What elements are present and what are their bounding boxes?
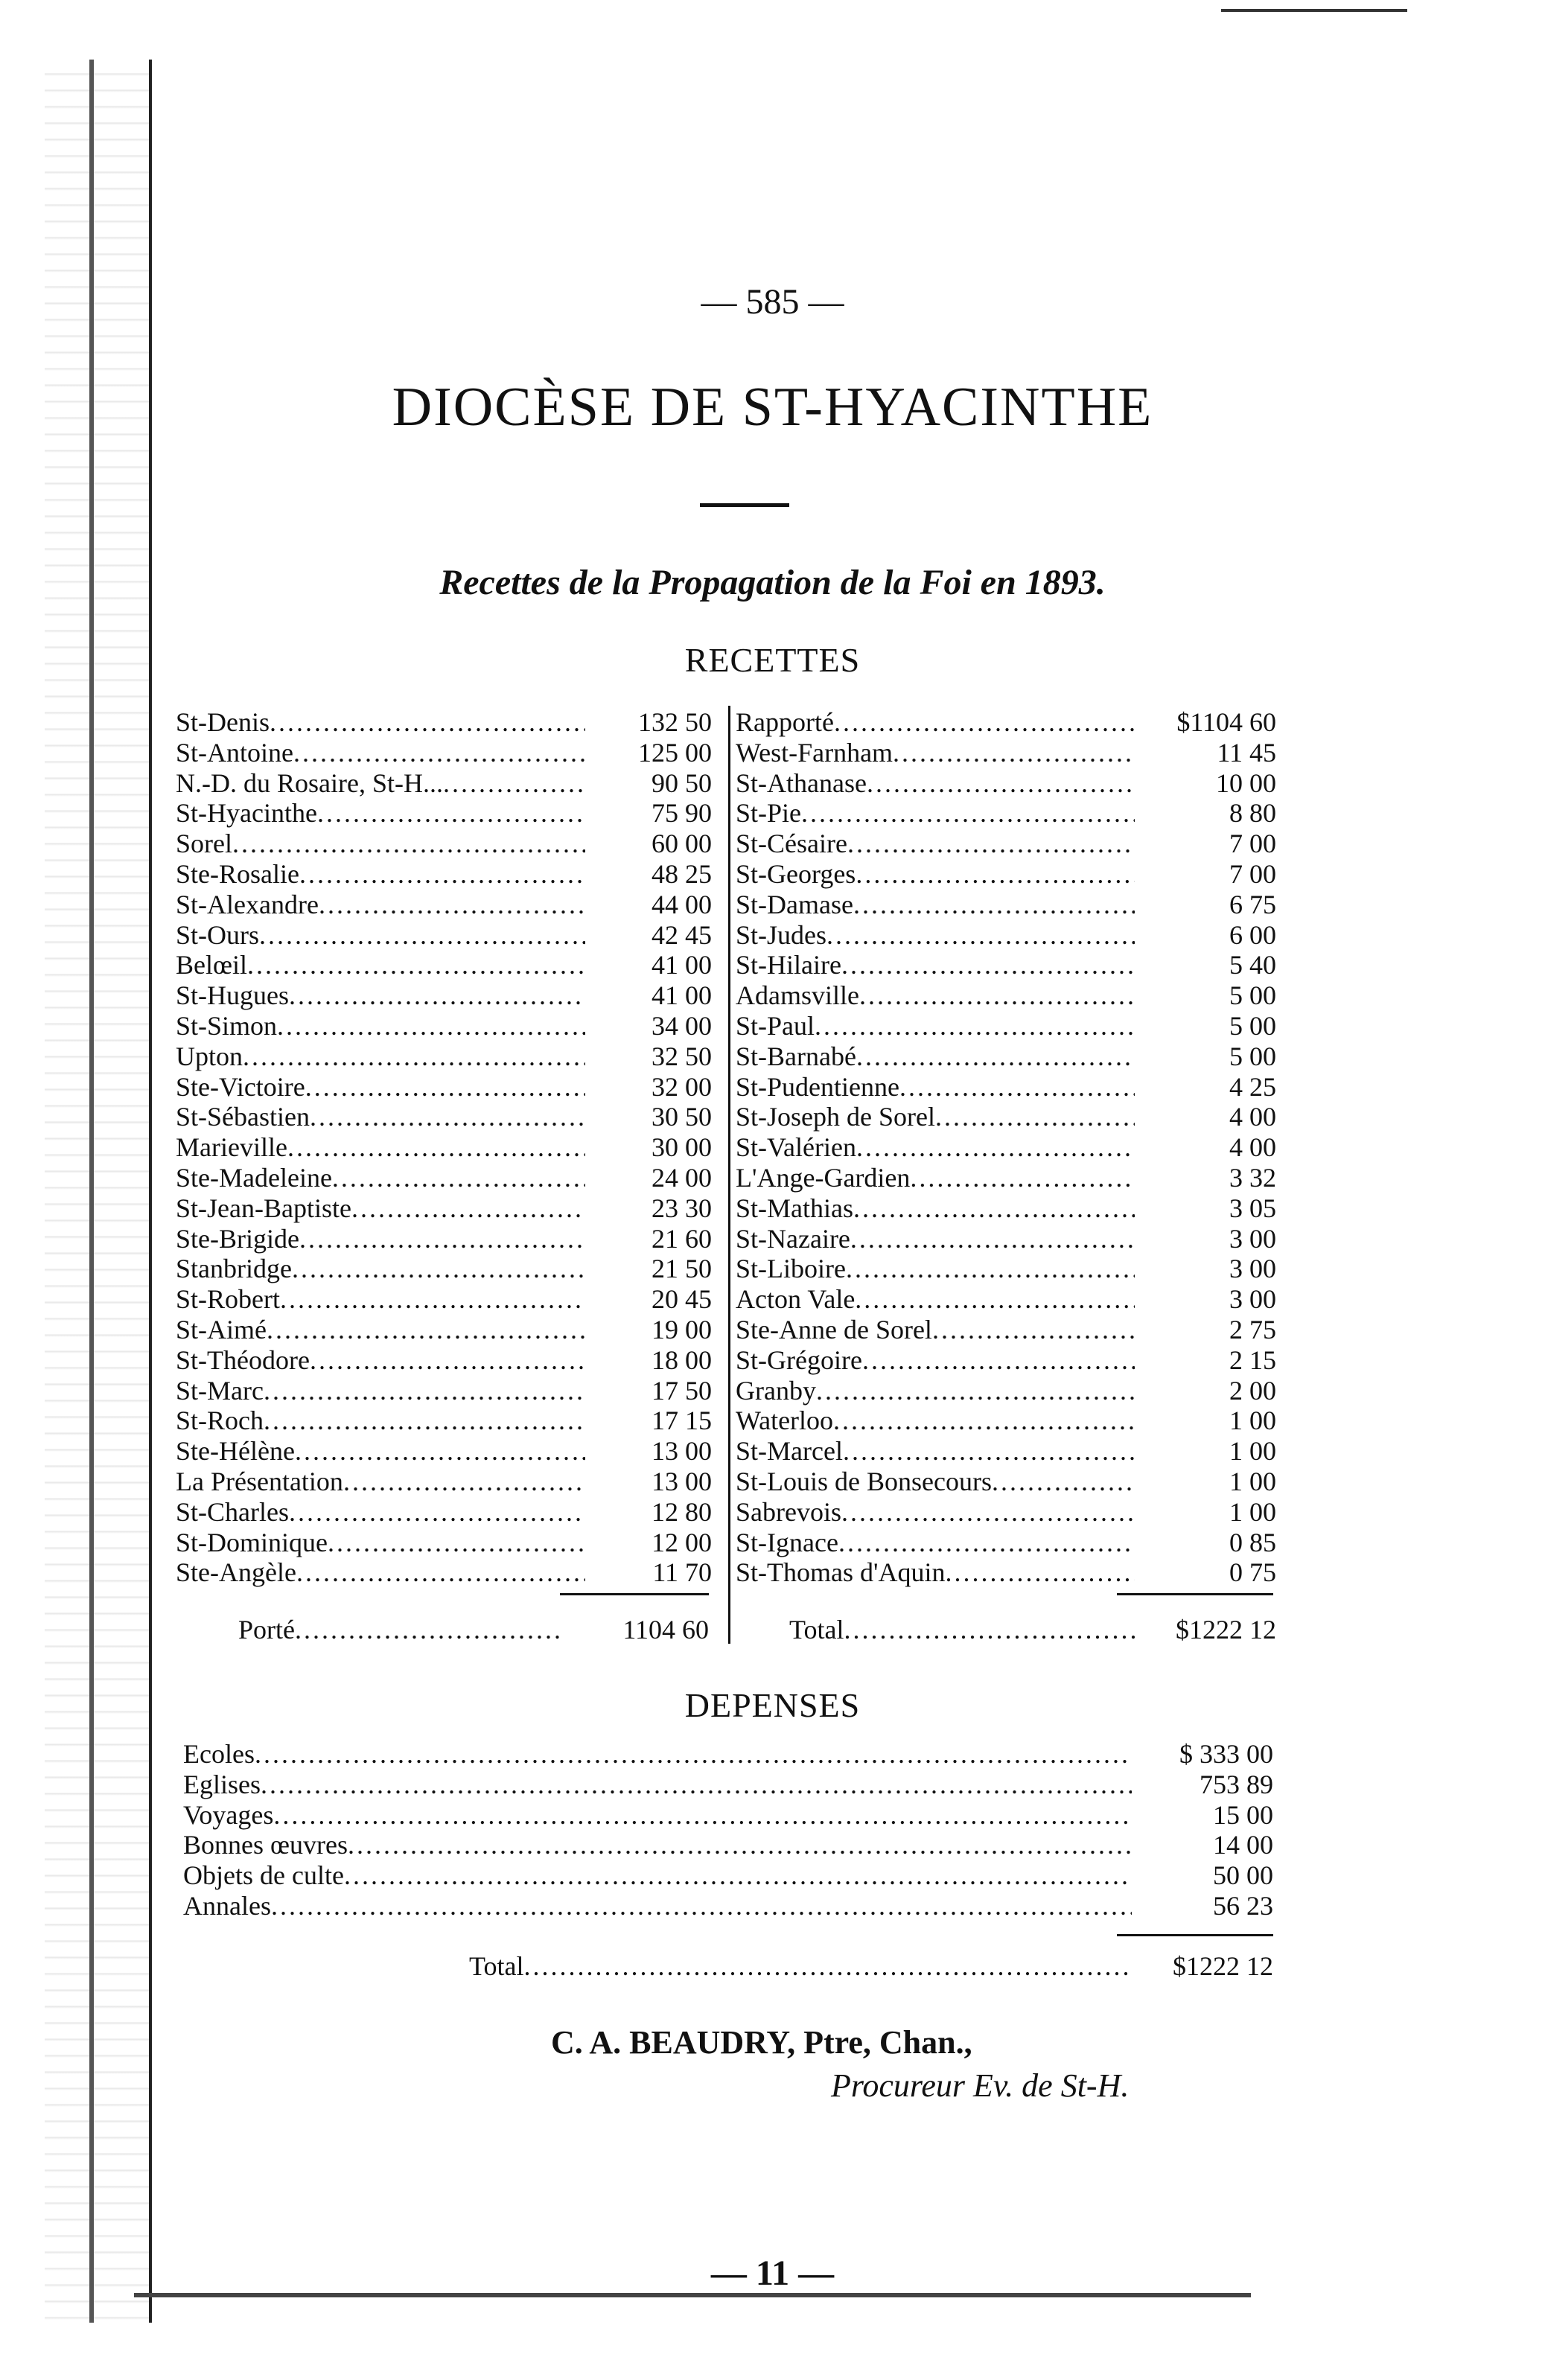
- title-rule: [700, 503, 789, 507]
- amount: 75 90: [652, 798, 712, 829]
- depenses-total-amount: $1222 12: [1173, 1951, 1273, 1981]
- amount: 6 00: [1229, 919, 1276, 950]
- parish-name: St-Georges: [736, 858, 856, 889]
- parish-name: Rapporté: [736, 707, 834, 737]
- parish-name: St-Ours: [176, 919, 260, 950]
- leader-dots: [838, 1528, 1135, 1558]
- ledger-row: [176, 1011, 712, 1041]
- amount: 125 00: [638, 737, 712, 768]
- amount: 2 75: [1229, 1314, 1276, 1344]
- parish-name: Adamsville: [736, 980, 859, 1011]
- parish-name: St-Roch: [176, 1406, 264, 1436]
- leader-dots: [344, 1860, 1132, 1891]
- ledger-row: [183, 1891, 1273, 1921]
- ledger-row: [176, 1345, 712, 1376]
- amount: 19 00: [652, 1314, 712, 1344]
- parish-name: Ste-Hélène: [176, 1436, 295, 1467]
- leader-dots: [310, 1102, 585, 1132]
- ledger-row: [736, 1254, 1276, 1284]
- ledger-row: [736, 1345, 1276, 1376]
- leader-dots: [945, 1557, 1135, 1588]
- amount: 41 00: [652, 980, 712, 1011]
- leader-dots: [310, 1345, 585, 1376]
- parish-name: Ste-Anne de Sorel: [736, 1314, 932, 1344]
- leader-dots: [299, 859, 585, 890]
- ledger-row: [176, 1376, 712, 1406]
- amount: 11 45: [1217, 737, 1276, 768]
- ledger-row: [736, 859, 1276, 890]
- leader-dots: [523, 1950, 1132, 1982]
- leader-dots: [317, 798, 585, 829]
- leader-dots: [856, 1132, 1135, 1163]
- parish-name: St-Marc: [176, 1375, 264, 1406]
- ledger-row: [183, 1800, 1273, 1831]
- amount: 5 00: [1229, 980, 1276, 1011]
- parish-name: St-Barnabé: [736, 1041, 856, 1071]
- porte-rule: [560, 1593, 709, 1595]
- amount: 60 00: [652, 829, 712, 859]
- amount: 7 00: [1229, 829, 1276, 859]
- parish-name: Granby: [736, 1375, 816, 1406]
- parish-name: Belœil: [176, 950, 247, 980]
- parish-name: Sabrevois: [736, 1496, 841, 1527]
- amount: 48 25: [652, 858, 712, 889]
- parish-name: St-Judes: [736, 919, 827, 950]
- parish-name: L'Ange-Gardien: [736, 1162, 911, 1193]
- amount: 15 00: [1213, 1799, 1273, 1830]
- leader-dots: [834, 707, 1135, 738]
- recettes-heading: RECETTES: [684, 641, 861, 679]
- ledger-row: [736, 1284, 1276, 1315]
- amount: 2 15: [1229, 1344, 1276, 1375]
- parish-name: Ste-Angèle: [176, 1557, 296, 1588]
- leader-dots: [295, 1614, 560, 1645]
- amount: 5 40: [1229, 950, 1276, 980]
- ledger-row: [736, 707, 1276, 738]
- leader-dots: [232, 829, 585, 859]
- leader-dots: [443, 768, 585, 799]
- parish-name: N.-D. du Rosaire, St-H...: [176, 768, 443, 798]
- amount: 23 30: [652, 1193, 712, 1223]
- ledger-row: [176, 1163, 712, 1193]
- parish-name: St-Marcel: [736, 1436, 843, 1467]
- leader-dots: [899, 1072, 1135, 1103]
- amount: 753 89: [1200, 1769, 1273, 1799]
- parish-name: St-Alexandre: [176, 889, 319, 919]
- leader-dots: [259, 920, 585, 951]
- amount: 32 50: [652, 1041, 712, 1071]
- column-divider: [728, 706, 730, 1644]
- parish-name: Annales: [183, 1890, 271, 1921]
- ledger-row: [176, 1224, 712, 1254]
- ledger-row: [176, 1193, 712, 1224]
- ledger-row: [176, 1254, 712, 1284]
- ledger-row: [736, 950, 1276, 980]
- amount: $ 333 00: [1179, 1739, 1273, 1769]
- amount: 13 00: [652, 1436, 712, 1467]
- parish-name: Ste-Victoire: [176, 1071, 305, 1102]
- amount: 20 45: [652, 1284, 712, 1315]
- amount: 12 80: [652, 1496, 712, 1527]
- parish-name: St-Théodore: [176, 1344, 310, 1375]
- ledger-row: [736, 1557, 1276, 1588]
- leader-dots: [935, 1102, 1135, 1132]
- amount: 1 00: [1229, 1466, 1276, 1496]
- amount: 10 00: [1216, 768, 1276, 798]
- recettes-total-row: [789, 1614, 1276, 1645]
- ledger-row: [183, 1830, 1273, 1860]
- leader-dots: [351, 1193, 585, 1224]
- ledger-row: [176, 829, 712, 859]
- amount: 4 25: [1229, 1071, 1276, 1102]
- ledger-row: [736, 980, 1276, 1011]
- leader-dots: [295, 1436, 585, 1467]
- amount: 1 00: [1229, 1496, 1276, 1527]
- ledger-row: [183, 1739, 1273, 1770]
- amount: 3 32: [1229, 1162, 1276, 1193]
- parish-name: St-Hyacinthe: [176, 798, 317, 829]
- parish-name: St-Césaire: [736, 829, 847, 859]
- parish-name: St-Valérien: [736, 1132, 856, 1163]
- parish-name: St-Hugues: [176, 980, 289, 1011]
- leader-dots: [267, 1315, 585, 1345]
- leader-dots: [853, 890, 1135, 920]
- parish-name: Bonnes œuvres: [183, 1830, 348, 1860]
- leader-dots: [289, 980, 585, 1011]
- parish-name: Sorel: [176, 829, 232, 859]
- amount: $1104 60: [1176, 707, 1276, 737]
- leader-dots: [855, 1284, 1135, 1315]
- leader-dots: [243, 1041, 585, 1072]
- ledger-row: [176, 950, 712, 980]
- ledger-row: [736, 1406, 1276, 1436]
- depenses-total-rule: [1117, 1934, 1273, 1936]
- top-rule: [1221, 9, 1407, 12]
- ledger-row: [736, 1163, 1276, 1193]
- ledger-row: [176, 1497, 712, 1528]
- leader-dots: [992, 1467, 1135, 1497]
- amount: 2 00: [1229, 1375, 1276, 1406]
- depenses-list: [183, 1739, 1273, 1921]
- leader-dots: [893, 738, 1135, 768]
- signature-title: Procureur Ev. de St-H.: [831, 2067, 1130, 2104]
- total-rule: [1117, 1593, 1273, 1595]
- parish-name: St-Charles: [176, 1496, 289, 1527]
- ledger-row: [176, 1467, 712, 1497]
- leader-dots: [247, 950, 585, 980]
- parish-name: La Présentation: [176, 1466, 343, 1496]
- leader-dots: [292, 1254, 585, 1284]
- ledger-row: [176, 707, 712, 738]
- leader-dots: [299, 1224, 585, 1254]
- leader-dots: [844, 1614, 1135, 1645]
- leader-dots: [846, 1254, 1135, 1284]
- leader-dots: [932, 1315, 1135, 1345]
- leader-dots: [856, 859, 1135, 890]
- amount: 17 50: [652, 1375, 712, 1406]
- amount: 0 75: [1229, 1557, 1276, 1588]
- leader-dots: [843, 1436, 1135, 1467]
- amount: 41 00: [652, 950, 712, 980]
- ledger-row: [176, 920, 712, 951]
- leader-dots: [847, 829, 1135, 859]
- amount: 30 50: [652, 1102, 712, 1132]
- parish-name: St-Aimé: [176, 1314, 267, 1344]
- parish-name: St-Ignace: [736, 1527, 838, 1557]
- leader-dots: [261, 1770, 1132, 1800]
- parish-name: West-Farnham: [736, 737, 893, 768]
- leader-dots: [862, 1345, 1135, 1376]
- parish-name: Eglises: [183, 1769, 261, 1799]
- leader-dots: [296, 1557, 585, 1588]
- ledger-row: [176, 890, 712, 920]
- ledger-row: [736, 1224, 1276, 1254]
- parish-name: St-Jean-Baptiste: [176, 1193, 351, 1223]
- parish-name: Ste-Brigide: [176, 1223, 299, 1254]
- amount: 4 00: [1229, 1132, 1276, 1163]
- ledger-row: [736, 1193, 1276, 1224]
- parish-name: Acton Vale: [736, 1284, 856, 1315]
- amount: 5 00: [1229, 1041, 1276, 1071]
- ledger-row: [736, 1072, 1276, 1103]
- parish-name: Waterloo: [736, 1406, 834, 1436]
- signature-name: C. A. BEAUDRY, Ptre, Chan.,: [551, 2024, 972, 2061]
- leader-dots: [856, 1041, 1135, 1072]
- parish-name: St-Joseph de Sorel: [736, 1102, 935, 1132]
- parish-name: St-Pie: [736, 798, 802, 829]
- ledger-row: [176, 1406, 712, 1436]
- leader-dots: [271, 1891, 1132, 1921]
- ledger-row: [176, 1528, 712, 1558]
- ledger-row: [176, 1315, 712, 1345]
- parish-name: Ste-Rosalie: [176, 858, 299, 889]
- recettes-left-column: [176, 707, 712, 1588]
- parish-name: Marieville: [176, 1132, 287, 1163]
- parish-name: St-Hilaire: [736, 950, 841, 980]
- parish-name: St-Mathias: [736, 1193, 853, 1223]
- leader-dots: [859, 980, 1135, 1011]
- amount: 44 00: [652, 889, 712, 919]
- amount: 30 00: [652, 1132, 712, 1163]
- ledger-row: [736, 738, 1276, 768]
- leader-dots: [815, 1011, 1135, 1041]
- ledger-row: [736, 1528, 1276, 1558]
- parish-name: St-Robert: [176, 1284, 280, 1315]
- amount: 56 23: [1213, 1890, 1273, 1921]
- leader-dots: [305, 1072, 585, 1103]
- ledger-row: [176, 768, 712, 799]
- amount: 5 00: [1229, 1010, 1276, 1041]
- parish-name: St-Paul: [736, 1010, 815, 1041]
- parish-name: Voyages: [183, 1799, 274, 1830]
- leader-dots: [850, 1224, 1135, 1254]
- amount: 90 50: [652, 768, 712, 798]
- amount: 17 15: [652, 1406, 712, 1436]
- amount: 14 00: [1213, 1830, 1273, 1860]
- leader-dots: [343, 1467, 585, 1497]
- amount: 3 05: [1229, 1193, 1276, 1223]
- leader-dots: [255, 1739, 1132, 1770]
- ledger-row: [736, 1467, 1276, 1497]
- leader-dots: [293, 738, 585, 768]
- amount: 21 60: [652, 1223, 712, 1254]
- parish-name: St-Simon: [176, 1010, 278, 1041]
- leader-dots: [826, 920, 1135, 951]
- amount: 18 00: [652, 1344, 712, 1375]
- amount: 7 00: [1229, 858, 1276, 889]
- amount: 0 85: [1229, 1527, 1276, 1557]
- parish-name: Ste-Madeleine: [176, 1162, 332, 1193]
- amount: 12 00: [652, 1527, 712, 1557]
- ledger-row: [176, 859, 712, 890]
- amount: 3 00: [1229, 1254, 1276, 1284]
- parish-name: St-Dominique: [176, 1527, 328, 1557]
- ledger-row: [736, 1436, 1276, 1467]
- leader-dots: [853, 1193, 1135, 1224]
- ledger-row: [736, 890, 1276, 920]
- leader-dots: [348, 1830, 1132, 1860]
- leader-dots: [280, 1284, 585, 1315]
- ledger-row: [176, 1436, 712, 1467]
- leader-dots: [867, 768, 1135, 799]
- parish-name: St-Denis: [176, 707, 270, 737]
- depenses-heading: DEPENSES: [684, 1686, 861, 1724]
- leader-dots: [841, 1497, 1135, 1528]
- recettes-total-amount: $1222 12: [1176, 1615, 1276, 1644]
- leader-dots: [910, 1163, 1135, 1193]
- parish-name: St-Sébastien: [176, 1102, 310, 1132]
- footer-signature-mark: — 11 —: [710, 2253, 835, 2293]
- parish-name: St-Antoine: [176, 737, 293, 768]
- amount: 1 00: [1229, 1436, 1276, 1467]
- leader-dots: [277, 1011, 585, 1041]
- ledger-row: [176, 980, 712, 1011]
- parish-name: St-Thomas d'Aquin: [736, 1557, 946, 1588]
- amount: 21 50: [652, 1254, 712, 1284]
- amount: 6 75: [1229, 889, 1276, 919]
- parish-name: St-Grégoire: [736, 1344, 862, 1375]
- page-number: — 585 —: [701, 282, 844, 322]
- depenses-total-row: [469, 1950, 1273, 1982]
- leader-dots: [801, 798, 1135, 829]
- amount: 132 50: [638, 707, 712, 737]
- bottom-rule: [134, 2293, 1251, 2297]
- ledger-row: [176, 1072, 712, 1103]
- page-title: DIOCÈSE DE ST-HYACINTHE: [392, 377, 1153, 438]
- amount: 50 00: [1213, 1860, 1273, 1891]
- amount: 24 00: [652, 1162, 712, 1193]
- parish-name: Upton: [176, 1041, 243, 1071]
- ledger-row: [176, 738, 712, 768]
- leader-dots: [287, 1132, 585, 1163]
- leader-dots: [816, 1376, 1135, 1406]
- ledger-row: [736, 1102, 1276, 1132]
- ledger-row: [176, 1557, 712, 1588]
- ledger-row: [736, 1376, 1276, 1406]
- leader-dots: [264, 1406, 585, 1436]
- leader-dots: [833, 1406, 1135, 1436]
- recettes-right-column: [736, 707, 1276, 1588]
- parish-name: St-Pudentienne: [736, 1071, 899, 1102]
- amount: 3 00: [1229, 1223, 1276, 1254]
- parish-name: St-Louis de Bonsecours: [736, 1466, 992, 1496]
- ledger-row: [176, 1284, 712, 1315]
- leader-dots: [332, 1163, 585, 1193]
- leader-dots: [319, 890, 585, 920]
- amount: 42 45: [652, 919, 712, 950]
- parish-name: St-Damase: [736, 889, 853, 919]
- amount: 4 00: [1229, 1102, 1276, 1132]
- amount: 34 00: [652, 1010, 712, 1041]
- porte-label: Porté: [238, 1615, 295, 1644]
- ledger-row: [176, 1132, 712, 1163]
- ledger-row: [736, 920, 1276, 951]
- ledger-row: [736, 1041, 1276, 1072]
- recettes-total-label: Total: [789, 1615, 844, 1644]
- leader-dots: [328, 1528, 585, 1558]
- ledger-row: [176, 1041, 712, 1072]
- ledger-row: [176, 1102, 712, 1132]
- amount: 11 70: [652, 1557, 712, 1588]
- parish-name: Ecoles: [183, 1739, 255, 1769]
- ledger-row: [736, 1011, 1276, 1041]
- amount: 8 80: [1229, 798, 1276, 829]
- ledger-row: [183, 1860, 1273, 1891]
- ledger-row: [736, 829, 1276, 859]
- leader-dots: [270, 707, 585, 738]
- leader-dots: [841, 950, 1135, 980]
- leader-dots: [264, 1376, 585, 1406]
- ledger-row: [736, 798, 1276, 829]
- parish-name: Objets de culte: [183, 1860, 344, 1891]
- ledger-row: [736, 1315, 1276, 1345]
- amount: 1 00: [1229, 1406, 1276, 1436]
- parish-name: St-Athanase: [736, 768, 867, 798]
- parish-name: St-Liboire: [736, 1254, 846, 1284]
- ledger-row: [736, 768, 1276, 799]
- ledger-row: [736, 1497, 1276, 1528]
- ledger-row: [736, 1132, 1276, 1163]
- ledger-row: [183, 1770, 1273, 1800]
- amount: 32 00: [652, 1071, 712, 1102]
- ledger-row: [176, 798, 712, 829]
- porte-row: [238, 1614, 709, 1645]
- leader-dots: [273, 1800, 1132, 1831]
- amount: 13 00: [652, 1466, 712, 1496]
- parish-name: St-Nazaire: [736, 1223, 850, 1254]
- amount: 3 00: [1229, 1284, 1276, 1315]
- leader-dots: [289, 1497, 585, 1528]
- depenses-total-label: Total: [469, 1951, 524, 1981]
- parish-name: Stanbridge: [176, 1254, 292, 1284]
- porte-amount: 1104 60: [622, 1615, 709, 1644]
- page-subtitle: Recettes de la Propagation de la Foi en 1893.: [439, 563, 1106, 602]
